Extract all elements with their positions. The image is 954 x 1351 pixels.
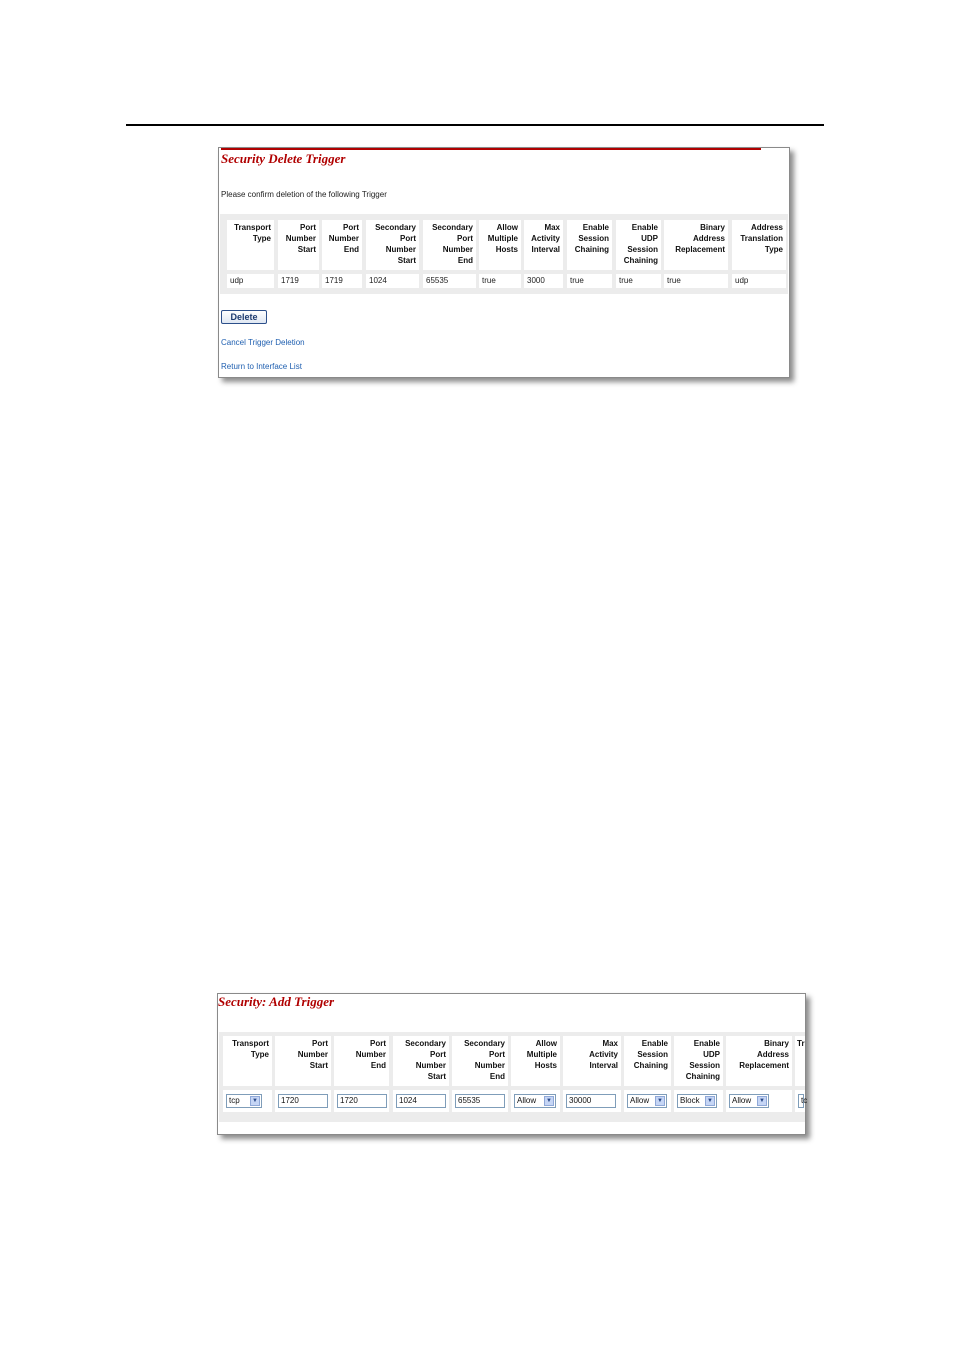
select-value: Allow [517, 1096, 537, 1105]
column-header-line: Start [427, 1072, 446, 1081]
column-header-line: Translation [740, 234, 783, 243]
column-header-line: Start [309, 1061, 328, 1070]
table-cell: true [664, 274, 728, 288]
table-cell: true [479, 274, 521, 288]
column-header [664, 220, 728, 270]
form-cell [624, 1090, 671, 1112]
column-header-line: Interval [531, 245, 560, 254]
column-header [795, 1036, 805, 1086]
column-header-line: Start [297, 245, 316, 254]
column-header-line: Number [442, 245, 473, 254]
column-header [223, 1036, 272, 1086]
column-header-line: Address [750, 223, 783, 232]
column-header-line: Number [285, 234, 316, 243]
column-header [624, 1036, 671, 1086]
column-header-line: Port [343, 223, 359, 232]
table-cell: udp [227, 274, 274, 288]
column-header-line: Number [297, 1050, 328, 1059]
chevron-down-icon[interactable]: ▼ [544, 1096, 554, 1106]
column-header-line: Max [602, 1039, 618, 1048]
select-value: Block [680, 1096, 700, 1105]
form-cell [393, 1090, 449, 1112]
select-value: Allow [732, 1096, 752, 1105]
column-header-line: End [489, 1072, 505, 1081]
column-header-line: Port [457, 234, 473, 243]
chevron-down-icon[interactable]: ▼ [757, 1096, 767, 1106]
column-header-line: End [457, 256, 473, 265]
column-header-line: Address [692, 234, 725, 243]
column-header-line: Number [328, 234, 359, 243]
form-cell [563, 1090, 621, 1112]
column-header-line: Transport [234, 223, 271, 232]
column-header [452, 1036, 508, 1086]
column-header-line: Hosts [534, 1061, 557, 1070]
return-to-interface-list-link[interactable]: Return to Interface List [221, 362, 302, 371]
form-cell [511, 1090, 560, 1112]
column-header [423, 220, 476, 270]
value-input[interactable]: 30000 [566, 1094, 616, 1108]
column-header-line: Secondary [432, 223, 473, 232]
column-header-line: Hosts [495, 245, 518, 254]
column-header-line: Activity [531, 234, 560, 243]
column-header-line: End [343, 245, 359, 254]
table-cell: true [616, 274, 661, 288]
column-header-line: Secondary [375, 223, 416, 232]
column-header-line: Address [756, 1050, 789, 1059]
column-header-line: Activity [589, 1050, 618, 1059]
column-header [567, 220, 612, 270]
column-header-line: Replacement [739, 1061, 789, 1070]
column-header-line: Session [578, 234, 609, 243]
option-select[interactable] [627, 1094, 667, 1108]
column-header-line: Allow [496, 223, 518, 232]
column-header-line: Chaining [685, 1072, 720, 1081]
column-header [393, 1036, 449, 1086]
table-cell: true [567, 274, 612, 288]
delete-button[interactable]: Delete [221, 310, 267, 324]
column-header-line: Chaining [574, 245, 609, 254]
column-header-line: Secondary [464, 1039, 505, 1048]
column-header-line: Port [400, 234, 416, 243]
column-header-line: Enable [693, 1039, 720, 1048]
column-header-line: Type [252, 234, 271, 243]
column-header-line: UDP [703, 1050, 720, 1059]
table-cell: 1024 [366, 274, 419, 288]
column-header [275, 1036, 331, 1086]
column-header [511, 1036, 560, 1086]
column-header-line: Binary [764, 1039, 789, 1048]
form-cell [223, 1090, 272, 1112]
column-header-line: Port [370, 1039, 386, 1048]
column-header [524, 220, 563, 270]
trigger-form-table [219, 1032, 808, 1122]
column-header-line: Secondary [405, 1039, 446, 1048]
value-input[interactable]: 1720 [337, 1094, 387, 1108]
column-header-line: Type [250, 1050, 269, 1059]
column-header-line: Session [689, 1061, 720, 1070]
column-header [334, 1036, 389, 1086]
column-header-line: Chaining [633, 1061, 668, 1070]
column-header-line: Binary [700, 223, 725, 232]
form-cell [334, 1090, 389, 1112]
column-header-line: Chaining [623, 256, 658, 265]
table-cell: 1719 [278, 274, 319, 288]
column-header-line: Type [764, 245, 783, 254]
column-header [732, 220, 786, 270]
column-header [726, 1036, 792, 1086]
column-header [479, 220, 521, 270]
form-cell [275, 1090, 331, 1112]
column-header-line: Enable [641, 1039, 668, 1048]
column-header-line: Multiple [487, 234, 518, 243]
column-header-line: Session [637, 1050, 668, 1059]
column-header-line: Number [415, 1061, 446, 1070]
column-header-line: End [370, 1061, 386, 1070]
select-value: Allow [630, 1096, 650, 1105]
table-cell: 1719 [322, 274, 362, 288]
column-header-line: Session [627, 245, 658, 254]
column-header-line: Port [312, 1039, 328, 1048]
value-input[interactable]: 1024 [396, 1094, 446, 1108]
column-header-line: Replacement [675, 245, 725, 254]
column-header-line: Interval [589, 1061, 618, 1070]
column-header-line: Port [430, 1050, 446, 1059]
column-header-line: Number [474, 1061, 505, 1070]
column-header-line: Multiple [526, 1050, 557, 1059]
column-header-line: Enable [631, 223, 658, 232]
table-cell: udp [732, 274, 786, 288]
column-header-line: Start [397, 256, 416, 265]
form-cell [674, 1090, 723, 1112]
form-cell [452, 1090, 508, 1112]
column-header [563, 1036, 621, 1086]
value-input[interactable]: 65535 [455, 1094, 505, 1108]
table-cell: 65535 [423, 274, 476, 288]
column-header-line: Enable [582, 223, 609, 232]
column-header-line: Transport [232, 1039, 269, 1048]
column-header [616, 220, 661, 270]
page-title: Security Delete Trigger [221, 151, 346, 166]
select-value: tcp [229, 1096, 240, 1105]
option-select[interactable] [729, 1094, 769, 1108]
column-header-line: Allow [535, 1039, 557, 1048]
column-header-line: Number [385, 245, 416, 254]
column-header [227, 220, 274, 270]
column-header-line: Number [355, 1050, 386, 1059]
column-header-line: UDP [641, 234, 658, 243]
column-header [278, 220, 319, 270]
page-title: Security: Add Trigger [218, 994, 335, 1009]
table-cell: 3000 [524, 274, 563, 288]
value-input[interactable]: tc [798, 1094, 804, 1108]
column-header-line: Max [544, 223, 560, 232]
chevron-down-icon[interactable]: ▼ [655, 1096, 665, 1106]
delete-trigger-screenshot [218, 147, 790, 378]
chevron-down-icon[interactable]: ▼ [705, 1096, 715, 1106]
column-header [674, 1036, 723, 1086]
option-select[interactable] [226, 1094, 262, 1108]
chevron-down-icon[interactable]: ▼ [250, 1096, 260, 1106]
column-header-line: Port [300, 223, 316, 232]
form-cell [795, 1090, 808, 1112]
page-top-rule [126, 124, 824, 126]
column-header-line: Port [489, 1050, 505, 1059]
column-header [366, 220, 419, 270]
column-header [322, 220, 362, 270]
option-select[interactable] [677, 1094, 717, 1108]
title-accent-line [221, 148, 761, 150]
form-cell [726, 1090, 792, 1112]
column-header-line: Tr [797, 1039, 805, 1048]
confirm-message: Please confirm deletion of the following Trigger [221, 190, 387, 199]
add-trigger-screenshot [217, 993, 806, 1135]
cancel-trigger-deletion-link[interactable]: Cancel Trigger Deletion [221, 338, 305, 347]
trigger-table [220, 214, 788, 294]
value-input[interactable]: 1720 [278, 1094, 328, 1108]
option-select[interactable] [514, 1094, 556, 1108]
